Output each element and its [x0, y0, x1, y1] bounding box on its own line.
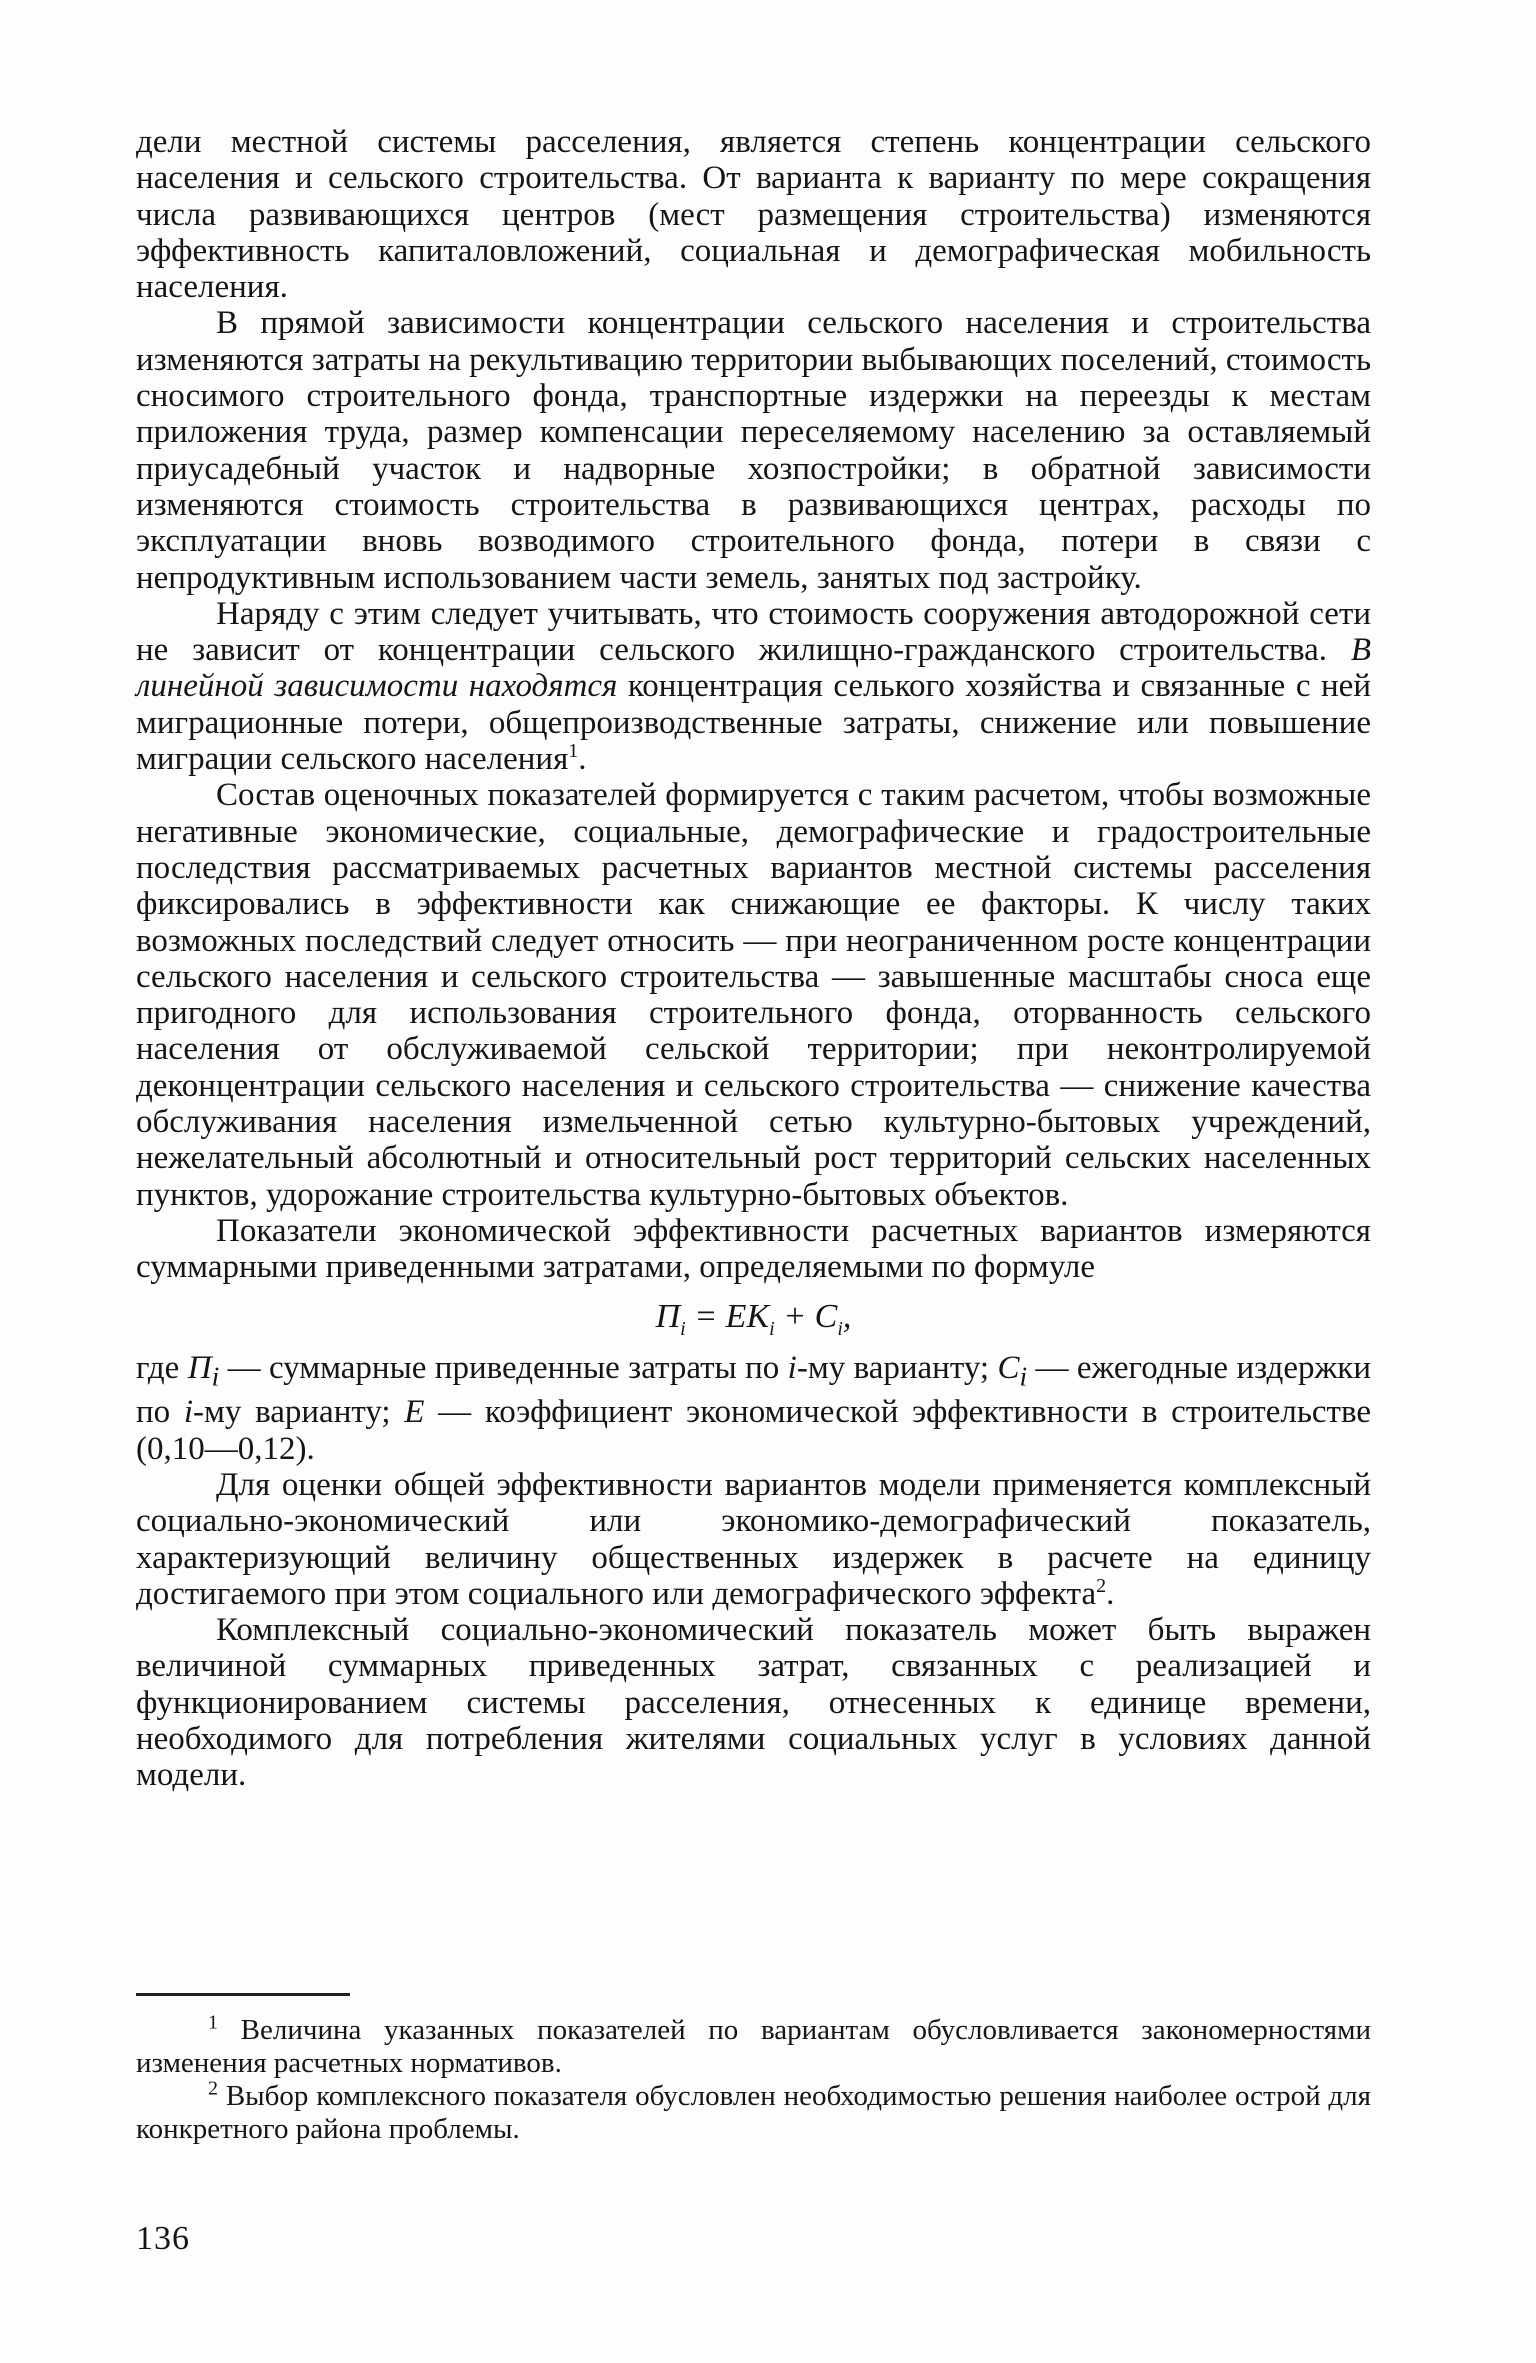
where-i2: i	[183, 1394, 194, 1431]
paragraph-5: Показатели экономической эффективности расчетных вариантов измеряются суммарными приведенными затратами, определяемыми по формуле	[136, 1212, 1371, 1286]
formula-lhs: П	[655, 1297, 681, 1335]
formula-lhs-sub: i	[680, 1317, 686, 1340]
paragraph-last: Комплексный социально-экономический показатель может быть выражен величиной суммарных приведенных затрат, связанных с реализацией и функционированием системы расселения, отнесенных к единице времени, необходимого для потребления жителями социальных услуг в условиях данной модели.	[136, 1612, 1371, 1794]
footnote-2-text: Выбор комплексного показателя обусловлен необходимостью решения наиболее острой для конкретного района проблемы.	[136, 2080, 1371, 2145]
paragraph-2: В прямой зависимости концентрации сельского населения и строительства изменяются затраты на рекультивацию территории выбывающих поселений, стоимость сносимого строительного фонда, транспортные издержки на переезды к местам приложения труда, размер компенсации переселяемому населению за оставляемый приусадебный участок и надворные хозпостройки; в обратной зависимости изменяются стоимость строительства в развивающихся центрах, расходы по эксплуатации вновь возводимого строительного фонда, потери в связи с непродуктивным использованием части земель, занятых под застройку.	[136, 305, 1371, 596]
where-c-sub: i	[1019, 1360, 1028, 1392]
footnote-2-mark: 2	[208, 2077, 218, 2100]
where-lead: где	[136, 1349, 188, 1386]
paragraph-complex-text: Для оценки общей эффективности вариантов модели применяется комплексный социально-экономический или экономико-демографический показатель, характеризующий величину общественных издержек в расчете на единицу достигаемого при этом социального или демографического эффекта	[136, 1466, 1371, 1612]
where-c-text: — ежегодные издержки по	[136, 1349, 1371, 1431]
formula-k-sub: i	[769, 1317, 775, 1340]
footnote-rule	[136, 1993, 350, 1996]
where-e-sym: E	[404, 1394, 425, 1431]
footnote-2	[136, 2077, 1371, 2146]
paragraph-3-text: Наряду с этим следует учитывать, что стоимость сооружения автодорожной сети не зависит от концентрации сельского жилищно-гражданского строительства. В линейной зависимости находятся концентрация селького хозяйства и связанные с ней миграционные потери, общепроизводственные затраты, снижение или повышение миграции сельского населения	[136, 595, 1371, 778]
where-paragraph	[136, 1350, 1371, 1467]
paragraph-3: Наряду с этим следует учитывать, что стоимость сооружения автодорожной сети не зависит от концентрации сельского жилищно-гражданского строительства. В линейной зависимости находятся концентрация селького хозяйства и связанные с ней миграционные потери, общепроизводственные затраты, снижение или повышение миграции сельского населения$^1$.	[136, 595, 1371, 778]
where-mid2: -му варианту;	[193, 1394, 405, 1431]
formula-plus: +	[774, 1297, 815, 1335]
where-i1: i	[787, 1349, 797, 1386]
paragraph-4: Состав оценочных показателей формируется с таким расчетом, чтобы возможные негативные экономические, социальные, демографические и градостроительные последствия рассматриваемых расчетных вариантов местной системы расселения фиксировались в эффективности как снижающие ее факторы. К числу таких возможных последствий следует относить — при неограниченном росте концентрации сельского населения и сельского строительства — завышенные масштабы сноса еще пригодного для использования строительного фонда, оторванность сельского населения от обслуживаемой сельской территории; при неконтролируемой деконцентрации сельского населения и сельского строительства — снижение качества обслуживания населения измельченной сетью культурно-бытовых учреждений, нежелательный абсолютный и относительный рост территорий сельских населенных пунктов, удорожание строительства культурно-бытовых объектов.	[136, 777, 1371, 1213]
paragraph-complex: Для оценки общей эффективности вариантов модели применяется комплексный социально-экономический или экономико-демографический показатель, характеризующий величину общественных издержек в расчете на единицу достигаемого при этом социального или демографического эффекта$^2$.	[136, 1466, 1371, 1612]
where-e-text: — коэффициент экономической эффективности в строительстве (0,10—0,12).	[136, 1394, 1371, 1467]
footnote-ref-2: 2	[1096, 1574, 1107, 1597]
footnote-1	[136, 2011, 1371, 2080]
where-p-sym: П	[187, 1349, 212, 1386]
footnote-1-text: Величина указанных показателей по вариантам обусловливается закономерностями изменения расчетных нормативов.	[136, 2014, 1371, 2079]
main-text	[136, 124, 1371, 1794]
footnote-ref-1: 1	[568, 740, 579, 763]
formula-ek: EK	[725, 1297, 770, 1335]
formula-c: C	[814, 1297, 838, 1335]
where-mid1: -му варианту;	[796, 1349, 998, 1386]
where-p-sub: i	[211, 1360, 220, 1392]
paragraph-1: дели местной системы расселения, является степень концентрации сельского населения и сельского строительства. От варианта к варианту по мере сокращения числа развивающихся центров (мест размещения строительства) изменяются эффективность капиталовложений, социальная и демографическая мобильность населения.	[136, 124, 1371, 306]
formula-end: ,	[842, 1297, 852, 1335]
formula	[136, 1290, 1371, 1344]
footnote-1-mark: 1	[208, 2011, 218, 2034]
formula-eq: =	[685, 1297, 726, 1335]
where-c-sym: C	[997, 1349, 1020, 1386]
footnotes	[136, 2011, 1371, 2146]
formula-c-sub: i	[837, 1317, 843, 1340]
where-p-text: — суммарные приведенные затраты по	[219, 1349, 788, 1386]
italic-phrase: В линейной зависимости находятся	[136, 632, 1371, 705]
page-number: 136	[136, 2220, 190, 2257]
